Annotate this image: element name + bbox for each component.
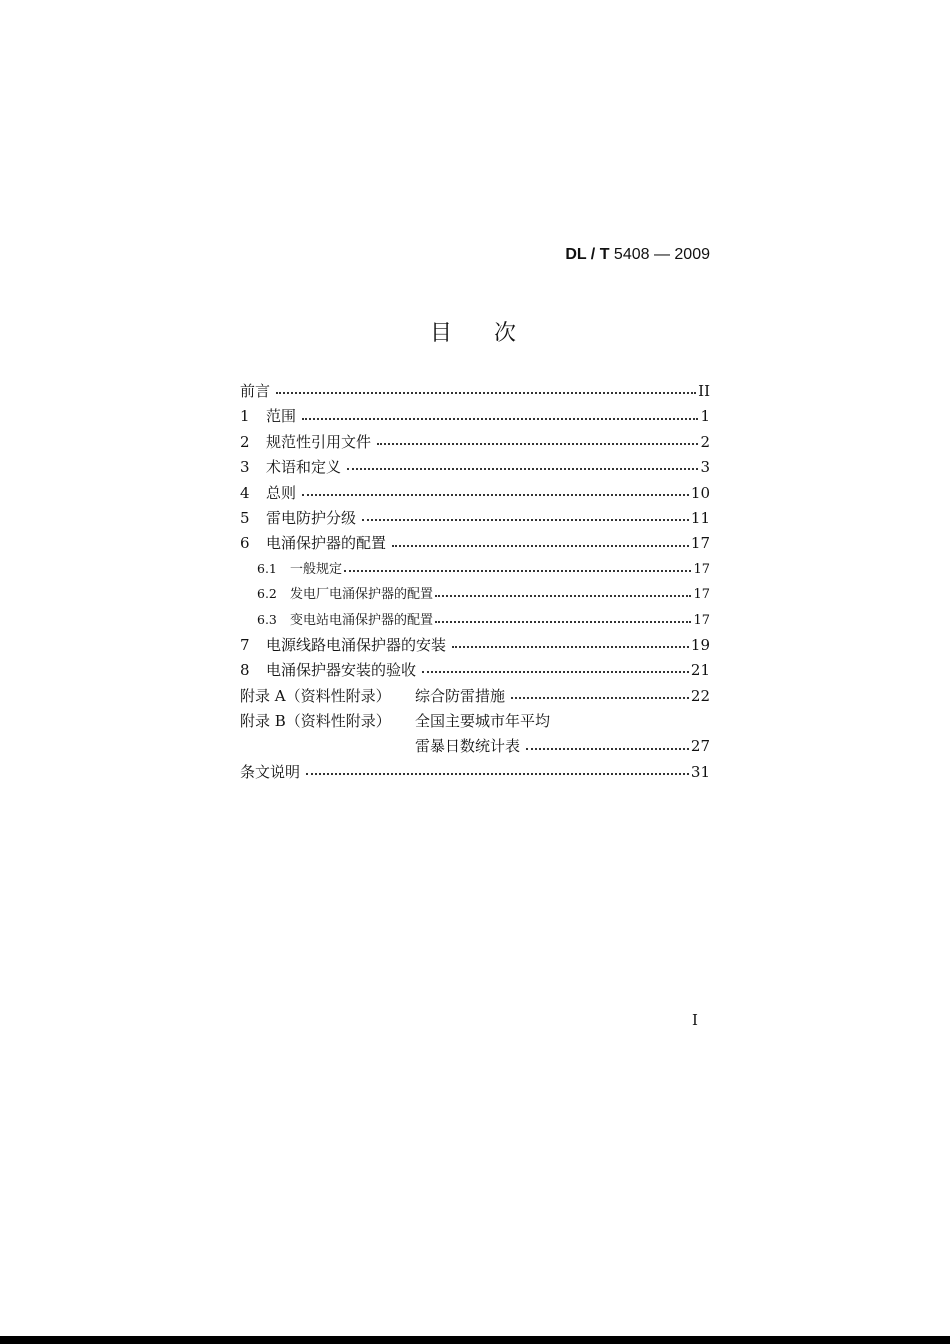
toc-entry-title: 雷暴日数统计表: [415, 737, 521, 756]
toc-entry-appendix-a[interactable]: [240, 685, 710, 710]
toc-entry-page: 21: [690, 661, 710, 680]
toc-entry-normative-references[interactable]: [240, 431, 710, 456]
dot-leader: [435, 594, 691, 597]
toc-entry-scope[interactable]: [240, 405, 710, 430]
toc-entry-title: 条文说明: [240, 762, 301, 781]
toc-entry-installation[interactable]: [240, 634, 710, 659]
dot-leader: [344, 569, 691, 572]
toc-entry-page: 11: [690, 508, 710, 527]
toc-entry-acceptance[interactable]: [240, 659, 710, 684]
toc-entry-page: 27: [690, 737, 710, 756]
toc-entry-appendix-b[interactable]: [240, 710, 710, 735]
dot-leader: [452, 645, 689, 648]
dot-leader: [306, 772, 689, 775]
toc-entry-number: 3: [240, 458, 250, 477]
bottom-border: [0, 1336, 950, 1344]
dot-leader: [377, 442, 698, 445]
toc-entry-page: 10: [690, 483, 710, 502]
toc-appendix-label: 附录 A（资料性附录）: [240, 686, 391, 705]
toc-entry-page: 17: [693, 561, 710, 577]
toc-entry-title: 范围: [266, 407, 297, 426]
toc-entry-page: 3: [700, 458, 710, 477]
toc-heading: 目次: [430, 321, 559, 346]
toc-entry-title: 全国主要城市年平均: [415, 712, 551, 731]
toc-entry-title: 一般规定: [290, 561, 343, 577]
dot-leader: [276, 391, 696, 394]
toc-entry-number: 5: [240, 508, 250, 527]
document-code-prefix: DL / T: [565, 246, 610, 263]
dot-leader: [302, 417, 698, 420]
toc-subentry-general-rules[interactable]: [240, 558, 710, 583]
toc-entry-title: 雷电防护分级: [266, 508, 357, 527]
toc-entry-title: 综合防雷措施: [415, 686, 506, 705]
dot-leader: [511, 696, 689, 699]
dot-leader: [362, 518, 689, 521]
toc-entry-number: 6.2: [257, 586, 277, 602]
toc-entry-page: 17: [690, 534, 710, 553]
toc-entry-title: 发电厂电涌保护器的配置: [290, 587, 434, 603]
toc-subentry-power-plant[interactable]: [240, 583, 710, 608]
dot-leader: [526, 747, 689, 750]
toc-entry-terms[interactable]: [240, 456, 710, 481]
toc-entry-foreword[interactable]: [240, 380, 710, 405]
toc-entry-number: 1: [240, 407, 250, 426]
toc-entry-number: 6: [240, 534, 250, 553]
toc-entry-page: 17: [693, 612, 710, 628]
dot-leader: [435, 620, 691, 623]
toc-entry-title: 前言: [240, 382, 271, 400]
toc-entry-number: 2: [240, 432, 250, 451]
document-code: [565, 246, 710, 264]
toc-appendix-label: 附录 B（资料性附录）: [240, 712, 391, 731]
toc-entry-appendix-b-continued[interactable]: [240, 735, 710, 760]
dot-leader: [302, 493, 689, 496]
dot-leader: [422, 670, 689, 673]
toc-entry-page: 19: [690, 635, 710, 654]
toc-entry-number: 4: [240, 483, 250, 502]
toc-entry-page: II: [698, 382, 710, 400]
toc-entry-number: 8: [240, 661, 250, 680]
toc-entry-title: 电源线路电涌保护器的安装: [266, 635, 447, 654]
toc-entry-title: 术语和定义: [266, 458, 342, 477]
toc-entry-explanation[interactable]: [240, 761, 710, 786]
toc-entry-title: 电涌保护器的配置: [266, 534, 387, 553]
dot-leader: [347, 467, 698, 470]
toc-entry-protection-levels[interactable]: [240, 507, 710, 532]
toc-entry-page: 1: [700, 407, 710, 426]
toc-entry-title: 变电站电涌保护器的配置: [290, 612, 434, 628]
toc-subentry-substation[interactable]: [240, 609, 710, 634]
toc-entry-title: 总则: [266, 483, 297, 502]
page-number: I: [692, 1011, 698, 1029]
toc-entry-number: 6.1: [257, 560, 277, 576]
toc-entry-title: 规范性引用文件: [266, 432, 372, 451]
document-code-number: 5408 — 2009: [609, 246, 710, 263]
toc-entry-page: 22: [690, 686, 710, 705]
toc-entry-title: 电涌保护器安装的验收: [266, 661, 417, 680]
toc-entry-page: 2: [700, 432, 710, 451]
table-of-contents: [240, 380, 710, 786]
dot-leader: [392, 544, 689, 547]
toc-entry-general[interactable]: [240, 482, 710, 507]
toc-entry-number: 7: [240, 635, 250, 654]
toc-entry-number: 6.3: [257, 611, 277, 627]
toc-entry-page: 17: [693, 587, 710, 603]
toc-entry-spd-configuration[interactable]: [240, 532, 710, 557]
toc-entry-page: 31: [690, 762, 710, 781]
